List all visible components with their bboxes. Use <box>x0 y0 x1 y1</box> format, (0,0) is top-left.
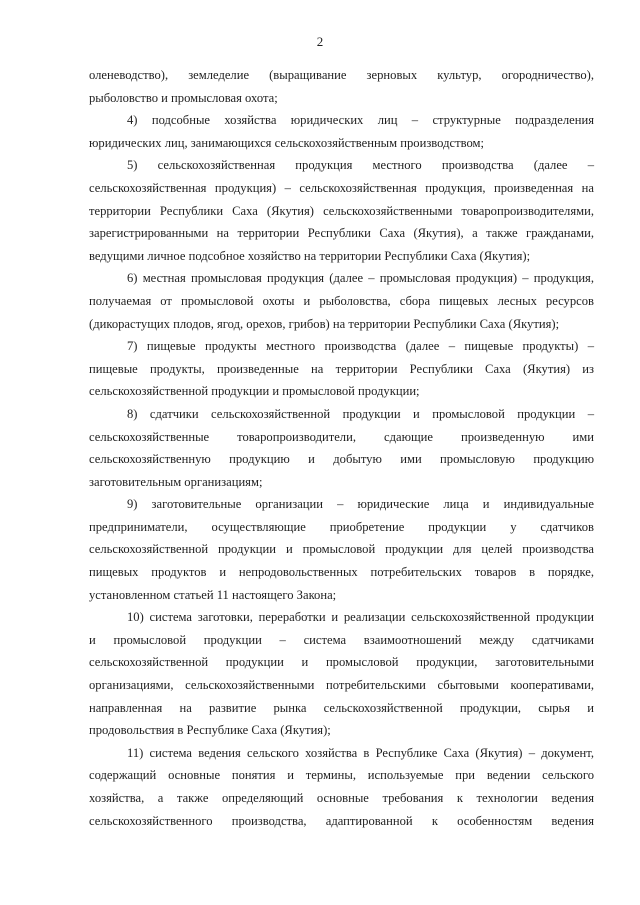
paragraph-line: территории Республики Саха (Якутия) сельскохозяйственными товаропроизводителями, <box>89 203 594 218</box>
paragraph-line: предприниматели, осуществляющие приобретение продукции у сдатчиков <box>89 519 594 534</box>
paragraph-line: рыболовство и промысловая охота; <box>89 90 278 105</box>
paragraph-line: оленеводство), земледелие (выращивание зерновых культур, огородничество), <box>89 68 594 82</box>
paragraph-line: сельскохозяйственные товаропроизводители, сдающие произведенную ими <box>89 429 594 444</box>
paragraph-line: сельскохозяйственная продукция) – сельскохозяйственная продукция, произведенная на <box>89 180 594 195</box>
paragraph-line: получаемая от промысловой охоты и рыболовства, сбора пищевых лесных ресурсов <box>89 293 594 308</box>
paragraph-p5 <box>89 154 594 267</box>
paragraph-p6 <box>89 267 594 335</box>
paragraph-line: направленная на развитие рынка сельскохозяйственной продукции, сырья и <box>89 700 594 715</box>
document-body <box>89 64 594 832</box>
paragraph-line: юридических лиц, занимающихся сельскохозяйственным производством; <box>89 135 484 150</box>
paragraph-line: сельскохозяйственной продукции и промысловой продукции; <box>89 384 420 399</box>
paragraph-line: продовольствия в Республике Саха (Якутия); <box>89 723 331 738</box>
paragraph-p11 <box>89 742 594 832</box>
paragraph-line: 11) система ведения сельского хозяйства в Республике Саха (Якутия) – документ, <box>127 745 594 760</box>
paragraph-line: пищевых продуктов и непродовольственных потребительских товаров в порядке, <box>89 565 594 580</box>
paragraph-line: сельскохозяйственного производства, адаптированной к особенностям ведения <box>89 813 594 828</box>
paragraph-line: сельскохозяйственной продукции и промысловой продукции, заготовительными <box>89 655 594 670</box>
paragraph-line: 10) система заготовки, переработки и реализации сельскохозяйственной продукции <box>127 610 594 625</box>
paragraph-line: организациями, сельскохозяйственными потребительскими сбытовыми кооперативами, <box>89 678 594 693</box>
paragraph-line: пищевые продукты, произведенные на территории Республики Саха (Якутия) из <box>89 361 594 376</box>
paragraph-line: 4) подсобные хозяйства юридических лиц – структурные подразделения <box>127 113 594 128</box>
paragraph-line: ведущими личное подсобное хозяйство на территории Республики Саха (Якутия); <box>89 248 531 263</box>
paragraph-line: установленном статьей 11 настоящего Закона; <box>89 587 337 602</box>
paragraph-line: 5) сельскохозяйственная продукция местного производства (далее – <box>127 158 594 173</box>
paragraph-p7 <box>89 335 594 403</box>
paragraph-line: сельскохозяйственную продукцию и добытую ими промысловую продукцию <box>89 452 594 467</box>
paragraph-line: содержащий основные понятия и термины, используемые при ведении сельского <box>89 768 594 783</box>
paragraph-line: 8) сдатчики сельскохозяйственной продукции и промысловой продукции – <box>127 406 594 421</box>
paragraph-line: хозяйства, а также определяющий основные требования к технологии ведения <box>89 791 594 805</box>
paragraph-line: 6) местная промысловая продукция (далее – промысловая продукция) – продукция, <box>127 271 594 286</box>
paragraph-line: 9) заготовительные организации – юридические лица и индивидуальные <box>127 497 594 512</box>
paragraph-p9 <box>89 493 594 606</box>
paragraph-line: 7) пищевые продукты местного производства (далее – пищевые продукты) – <box>127 339 594 354</box>
paragraph-line: зарегистрированными на территории Республики Саха (Якутия), а также гражданами, <box>89 226 594 241</box>
paragraph-line: сельскохозяйственной продукции и промысловой продукции для целей производства <box>89 542 594 557</box>
paragraph-p10 <box>89 606 594 742</box>
paragraph-line: (дикорастущих плодов, ягод, орехов, грибов) на территории Республики Саха (Якутия); <box>89 316 560 331</box>
page-number: 2 <box>316 34 324 49</box>
paragraph-line: и промысловой продукции – система взаимоотношений между сдатчиками <box>89 632 594 647</box>
paragraph-p3-cont <box>89 64 594 109</box>
paragraph-line: заготовительным организациям; <box>89 474 263 489</box>
paragraph-p4 <box>89 109 594 154</box>
paragraph-p8 <box>89 403 594 493</box>
